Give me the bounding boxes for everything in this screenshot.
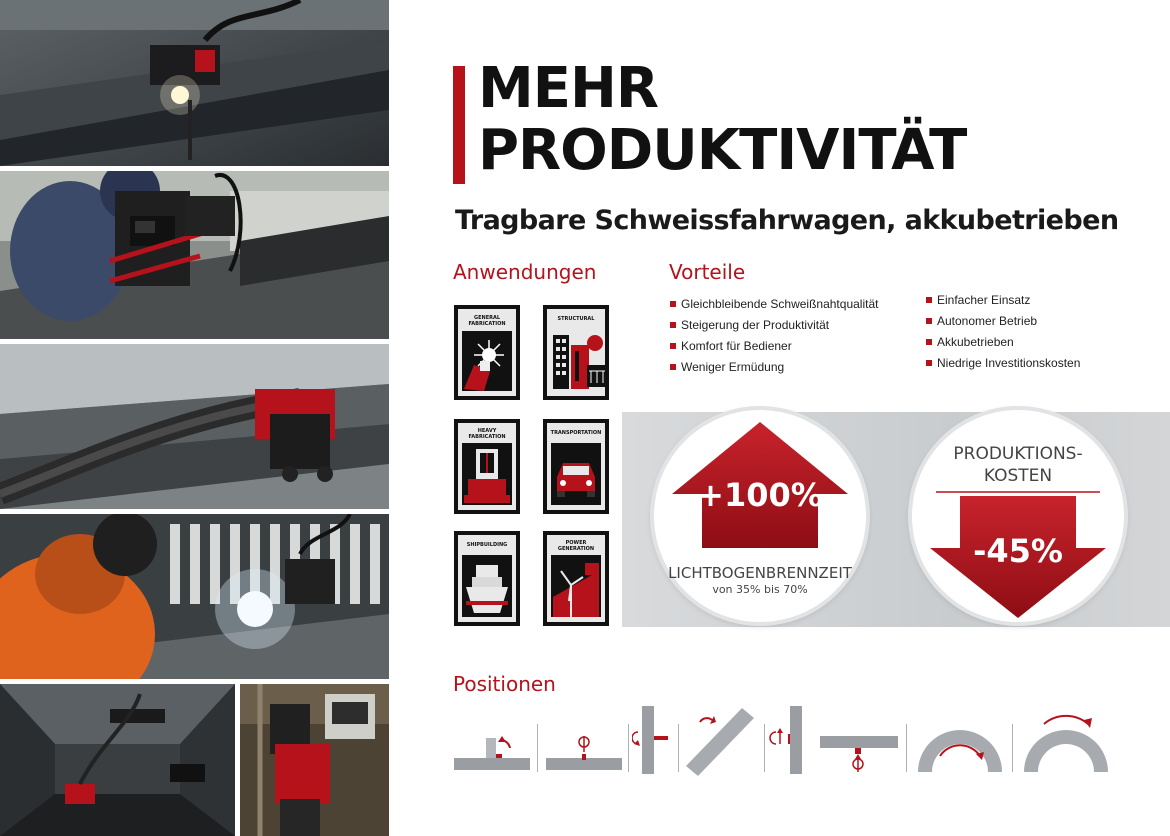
structural-icon: [543, 305, 609, 400]
pipe-inside-position-icon: [912, 700, 1008, 780]
svg-text:FABRICATION: FABRICATION: [468, 321, 506, 327]
benefits-list-left: [670, 297, 910, 381]
production-costs-label-line2: KOSTEN: [983, 466, 1053, 486]
list-item: Komfort für Bediener: [670, 339, 910, 360]
list-item: Akkubetrieben: [926, 335, 1156, 356]
svg-text:GENERAL: GENERAL: [473, 315, 501, 321]
benefits-heading: Vorteile: [669, 260, 746, 284]
list-item: Einfacher Einsatz: [926, 293, 1156, 314]
page-title-line2: PRODUKTIVITÄT: [478, 118, 967, 183]
carriage-in-hopper-photo: [0, 684, 235, 836]
production-costs-label-line1: PRODUKTIONS-: [953, 444, 1083, 464]
page-subtitle: Tragbare Schweissfahrwagen, akkubetrieben: [455, 205, 1119, 236]
list-item: Weniger Ermüdung: [670, 360, 910, 381]
welder-orange-jacket-photo: [0, 514, 389, 679]
carriage-closeup-photo: [0, 344, 389, 509]
benefits-list-right: [926, 293, 1156, 377]
welding-carriage-on-beam-photo: [0, 0, 389, 166]
arc-time-sublabel: von 35% bis 70%: [712, 583, 808, 596]
inclined-position-icon: [682, 700, 758, 780]
fillet-flat-position-icon: [452, 700, 534, 780]
page-title: [478, 58, 966, 182]
production-costs-badge: [912, 410, 1124, 622]
divider: [678, 724, 679, 772]
general-fabrication-icon: [454, 305, 520, 400]
svg-text:STRUCTURAL: STRUCTURAL: [557, 316, 595, 322]
power-generation-icon: [543, 531, 609, 626]
pipe-outside-position-icon: [1018, 700, 1114, 780]
list-item: Gleichbleibende Schweißnahtqualität: [670, 297, 910, 318]
operator-with-carriage-photo: [0, 171, 389, 339]
applications-heading: Anwendungen: [453, 260, 597, 284]
transportation-icon: [543, 419, 609, 514]
overhead-fillet-position-icon: [818, 700, 900, 780]
divider: [764, 724, 765, 772]
list-item: Steigerung der Produktivität: [670, 318, 910, 339]
heavy-fabrication-icon: [454, 419, 520, 514]
production-costs-value: -45%: [973, 532, 1063, 570]
vertical-fillet-position-icon: [632, 700, 676, 780]
butt-flat-position-icon: [544, 700, 624, 780]
list-item: Niedrige Investitionskosten: [926, 356, 1156, 377]
arc-time-badge: [654, 410, 866, 622]
divider: [537, 724, 538, 772]
title-accent-bar: [453, 66, 465, 184]
positions-heading: Positionen: [453, 672, 556, 696]
svg-text:HEAVY: HEAVY: [477, 428, 497, 434]
vertical-butt-position-icon: [768, 700, 812, 780]
svg-text:SHIPBUILDING: SHIPBUILDING: [466, 542, 508, 548]
divider: [1012, 724, 1013, 772]
divider: [906, 724, 907, 772]
divider: [628, 724, 629, 772]
arc-time-value: +100%: [697, 476, 823, 514]
arc-time-label: LICHTBOGENBRENNZEIT: [668, 564, 852, 582]
svg-text:TRANSPORTATION: TRANSPORTATION: [550, 430, 602, 436]
svg-text:POWER: POWER: [565, 540, 587, 546]
svg-text:GENERATION: GENERATION: [557, 546, 595, 552]
carriage-vertical-photo: [240, 684, 389, 836]
shipbuilding-icon: [454, 531, 520, 626]
list-item: Autonomer Betrieb: [926, 314, 1156, 335]
svg-text:FABRICATION: FABRICATION: [468, 434, 506, 440]
page-title-line1: MEHR: [478, 56, 658, 121]
